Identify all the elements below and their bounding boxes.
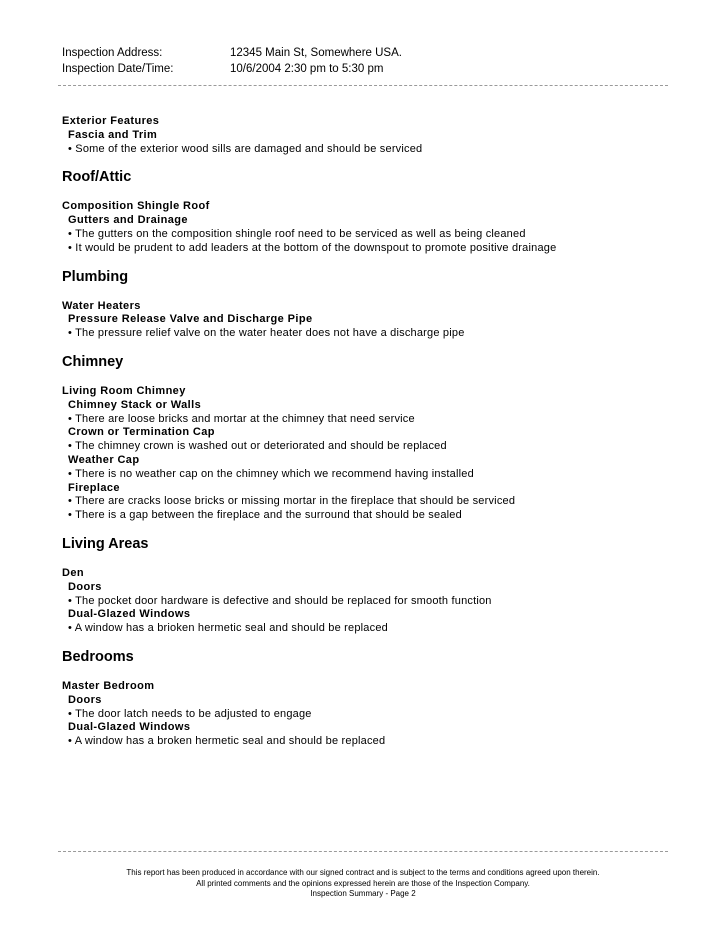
item-water-heaters: Water Heaters (62, 299, 141, 312)
comment: • There are cracks loose bricks or missing mortar in the fireplace that should be serviced (68, 495, 516, 508)
section-roof-attic (62, 200, 672, 255)
header-divider (58, 85, 668, 86)
report-body (62, 115, 672, 761)
comment: • The door latch needs to be adjusted to engage (68, 707, 312, 720)
footer-opinions: All printed comments and the opinions expressed herein are those of the Inspection Company. (196, 878, 530, 888)
comment: • There is a gap between the fireplace and the surround that should be sealed (68, 509, 462, 522)
inspection-date-value: 10/6/2004 2:30 pm to 5:30 pm (230, 63, 384, 75)
sub-weather-cap: Weather Cap (68, 453, 140, 466)
sub-dual-glazed-windows: Dual-Glazed Windows (68, 608, 191, 621)
sub-doors: Doors (68, 580, 102, 593)
report-footer (58, 868, 668, 900)
footer-page-number: Inspection Summary - Page 2 (310, 889, 416, 898)
footer-divider (58, 851, 668, 852)
section-title-living-areas: Living Areas (62, 535, 149, 552)
comment: • Some of the exterior wood sills are damaged and should be serviced (68, 142, 423, 155)
section-plumbing (62, 300, 672, 341)
sub-pressure-release-valve: Pressure Release Valve and Discharge Pipe (68, 313, 313, 326)
sub-dual-glazed-windows: Dual-Glazed Windows (68, 721, 191, 734)
section-living-areas (62, 567, 672, 636)
sub-gutters-and-drainage: Gutters and Drainage (68, 214, 188, 227)
sub-fireplace: Fireplace (68, 481, 120, 494)
comment: • A window has a broken hermetic seal and should be replaced (68, 735, 386, 748)
section-bedrooms (62, 680, 672, 749)
item-den: Den (62, 566, 84, 579)
sub-doors: Doors (68, 693, 102, 706)
section-title-chimney: Chimney (62, 353, 124, 370)
report-header (62, 45, 672, 77)
inspection-address-label: Inspection Address: (62, 47, 163, 59)
comment: • There are loose bricks and mortar at the chimney that need service (68, 412, 415, 425)
item-exterior-features: Exterior Features (62, 115, 160, 127)
inspection-address-value: 12345 Main St, Somewhere USA. (230, 47, 402, 59)
inspection-date-row (62, 61, 672, 77)
item-living-room-chimney: Living Room Chimney (62, 384, 186, 397)
sub-crown-or-termination-cap: Crown or Termination Cap (68, 426, 215, 439)
comment: • The pressure relief valve on the water heater does not have a discharge pipe (68, 327, 465, 340)
footer-disclaimer: This report has been produced in accordance with our signed contract and is subject to the terms and conditions agreed upon therein. (126, 868, 600, 877)
comment: • The chimney crown is washed out or deteriorated and should be replaced (68, 440, 447, 453)
sub-chimney-stack-or-walls: Chimney Stack or Walls (68, 398, 202, 411)
comment: • The gutters on the composition shingle roof need to be serviced as well as being cleaned (68, 227, 526, 240)
section-chimney (62, 385, 672, 523)
item-master-bedroom: Master Bedroom (62, 679, 155, 692)
comment: • There is no weather cap on the chimney which we recommend having installed (68, 467, 474, 480)
section-exterior (62, 115, 672, 156)
comment: • It would be prudent to add leaders at the bottom of the downspout to promote positive drainage (68, 241, 557, 254)
section-title-bedrooms: Bedrooms (62, 648, 134, 665)
inspection-date-label: Inspection Date/Time: (62, 63, 174, 75)
sub-fascia-and-trim: Fascia and Trim (68, 128, 158, 141)
section-title-roof-attic: Roof/Attic (62, 169, 132, 186)
comment: • A window has a brioken hermetic seal and should be replaced (68, 622, 388, 635)
section-title-plumbing: Plumbing (62, 268, 129, 285)
comment: • The pocket door hardware is defective and should be replaced for smooth function (68, 594, 492, 607)
item-composition-shingle-roof: Composition Shingle Roof (62, 200, 210, 213)
inspection-address-row (62, 45, 672, 61)
